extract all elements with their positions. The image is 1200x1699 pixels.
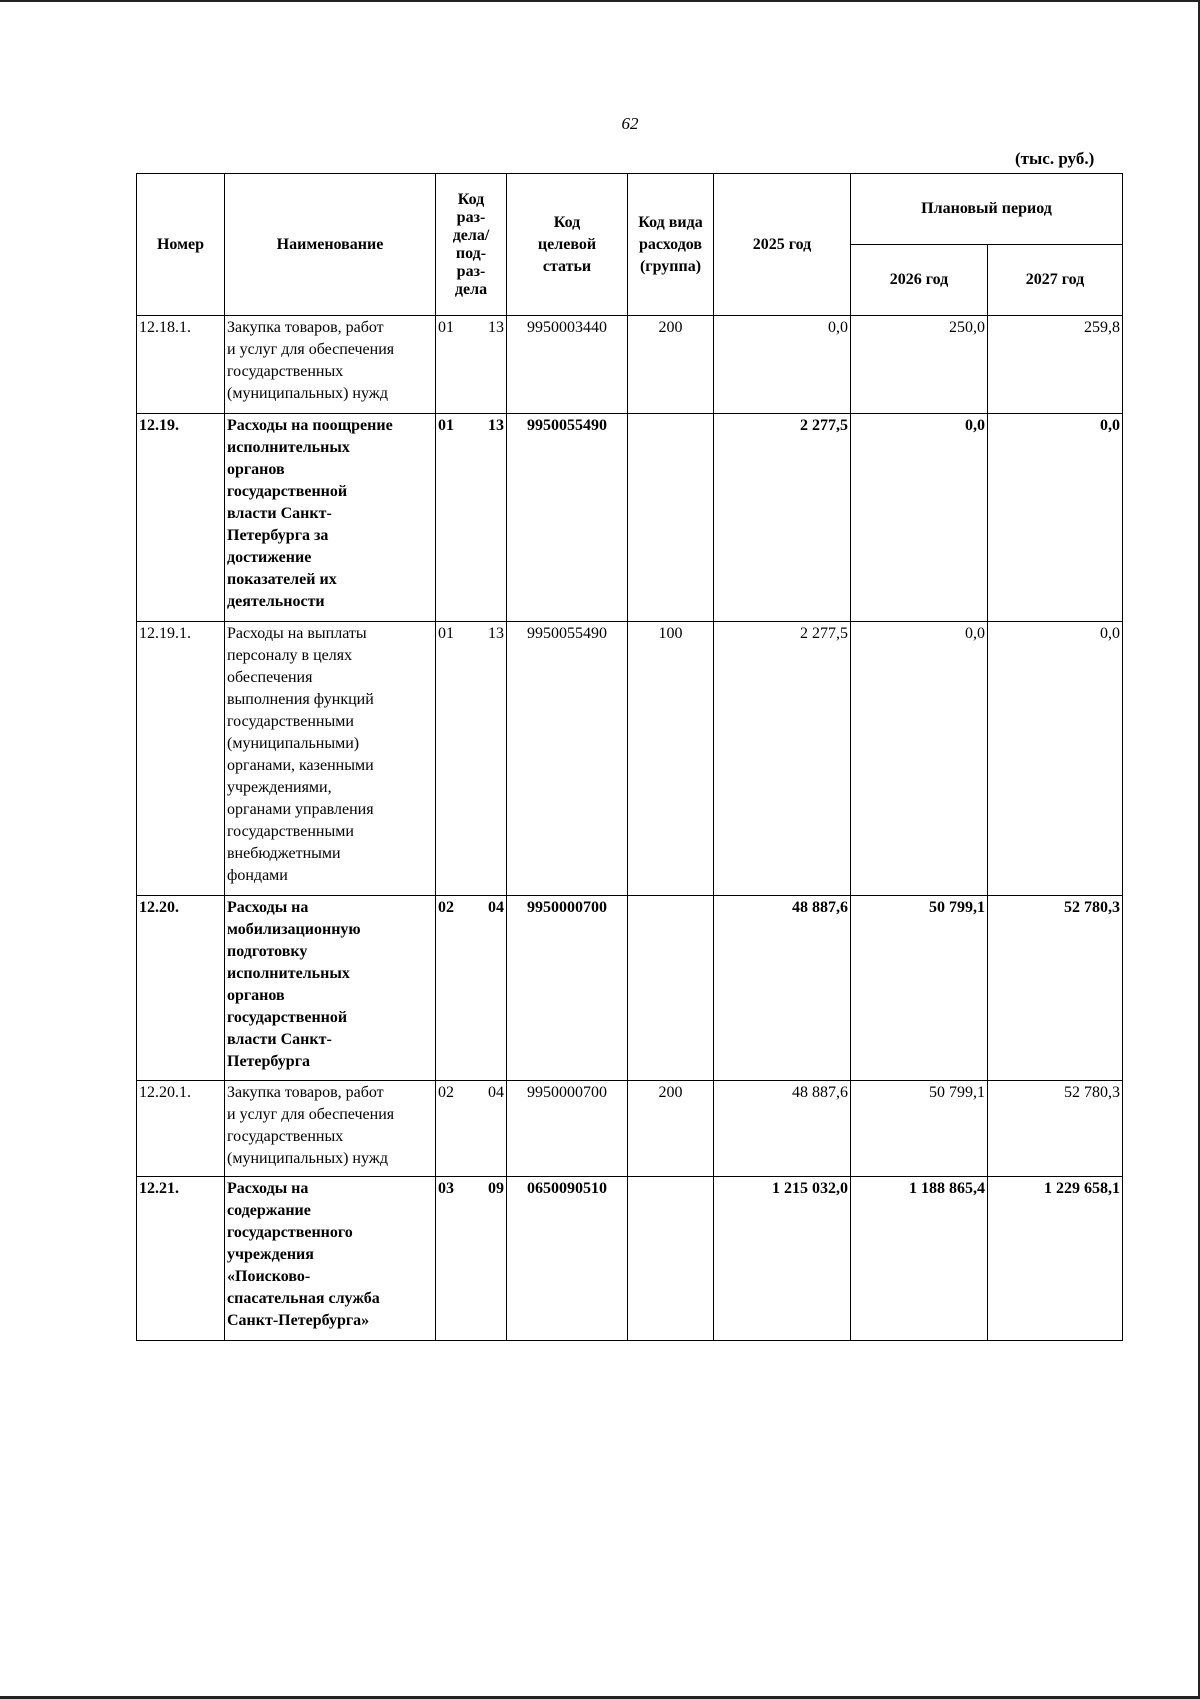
- row-name-line: достижение: [227, 549, 312, 566]
- row-name: [225, 896, 436, 1081]
- row-name: [225, 622, 436, 896]
- row-value-2025: 2 277,5: [714, 622, 851, 896]
- row-name: [225, 1177, 436, 1341]
- row-section: 01: [438, 319, 454, 336]
- row-number: 12.19.1.: [137, 622, 225, 896]
- row-expense-type: 100: [628, 622, 714, 896]
- row-name-line: внебюджетными: [227, 845, 341, 862]
- table-row: [137, 622, 1123, 896]
- row-name-line: государственной: [227, 1009, 348, 1026]
- row-target-code: 9950003440: [507, 316, 628, 414]
- row-target-code: 9950055490: [507, 414, 628, 622]
- row-subsection: 09: [488, 1180, 504, 1197]
- table-row: [137, 1177, 1123, 1341]
- row-value-2026: 0,0: [851, 414, 988, 622]
- header-plan-period: Плановый период: [851, 174, 1123, 245]
- row-expense-type: [628, 414, 714, 622]
- header-year-2027: 2027 год: [988, 245, 1123, 316]
- row-section: 02: [438, 1084, 454, 1101]
- row-name-line: органами управления: [227, 801, 374, 818]
- row-name-line: и услуг для обеспечения: [227, 1106, 395, 1123]
- row-value-2025: 2 277,5: [714, 414, 851, 622]
- table-row: [137, 896, 1123, 1081]
- row-number: 12.20.1.: [137, 1081, 225, 1177]
- row-value-2027: 52 780,3: [988, 1081, 1123, 1177]
- header-section-code-line: под-: [455, 244, 487, 262]
- row-section: 01: [438, 417, 454, 434]
- row-section-code: [436, 316, 507, 414]
- row-section: 01: [438, 625, 454, 642]
- header-row: [137, 174, 1123, 245]
- header-year-2026: 2026 год: [851, 245, 988, 316]
- row-subsection: 04: [488, 899, 504, 916]
- row-value-2026: 0,0: [851, 622, 988, 896]
- row-name-line: фондами: [227, 867, 288, 884]
- row-name-line: учреждения: [227, 1246, 314, 1263]
- row-name-line: Петербурга: [227, 1053, 310, 1070]
- row-number: 12.21.: [137, 1177, 225, 1341]
- row-name-line: содержание: [227, 1202, 311, 1219]
- row-name-line: органов: [227, 987, 285, 1004]
- row-name-line: исполнительных: [227, 439, 350, 456]
- row-name: [225, 316, 436, 414]
- row-section-code: [436, 1177, 507, 1341]
- header-expense-type-line: расходов: [638, 235, 703, 253]
- row-name-line: и услуг для обеспечения: [227, 341, 395, 358]
- header-expense-type-line: (группа): [639, 257, 702, 275]
- row-value-2026: 250,0: [851, 316, 988, 414]
- row-name: [225, 1081, 436, 1177]
- row-name-line: Расходы на: [227, 899, 309, 916]
- header-section-code-line: раз-: [456, 208, 486, 226]
- row-name-line: деятельности: [227, 593, 325, 610]
- row-name-line: Санкт-Петербурга»: [227, 1312, 370, 1329]
- header-expense-type-line: Код вида: [638, 213, 703, 231]
- row-name-line: Расходы на: [227, 1180, 309, 1197]
- row-name-line: персоналу в целях: [227, 647, 353, 664]
- row-name-line: показателей их: [227, 571, 337, 588]
- row-value-2027: 259,8: [988, 316, 1123, 414]
- header-section-code-line: раз-: [456, 262, 486, 280]
- row-number: 12.19.: [137, 414, 225, 622]
- header-section-code-line: Код: [457, 190, 485, 208]
- row-target-code: 0650090510: [507, 1177, 628, 1341]
- row-value-2027: 0,0: [988, 622, 1123, 896]
- row-name-line: обеспечения: [227, 669, 313, 686]
- row-name-line: Петербурга за: [227, 527, 329, 544]
- table-row: [137, 316, 1123, 414]
- row-section: 02: [438, 899, 454, 916]
- row-name-line: государственной: [227, 483, 348, 500]
- row-value-2027: 1 229 658,1: [988, 1177, 1123, 1341]
- row-expense-type: [628, 896, 714, 1081]
- row-name-line: государственного: [227, 1224, 353, 1241]
- row-name-line: государственными: [227, 713, 354, 730]
- row-expense-type: 200: [628, 1081, 714, 1177]
- table-row: [137, 414, 1123, 622]
- row-name-line: исполнительных: [227, 965, 350, 982]
- row-name-line: учреждениями,: [227, 779, 332, 796]
- row-target-code: 9950000700: [507, 896, 628, 1081]
- row-value-2025: 48 887,6: [714, 1081, 851, 1177]
- row-name-line: «Поисково-: [227, 1268, 311, 1285]
- row-name-line: государственных: [227, 1128, 344, 1145]
- units-label: (тыс. руб.): [1015, 149, 1095, 168]
- row-value-2026: 50 799,1: [851, 896, 988, 1081]
- header-expense-type: [628, 174, 714, 316]
- row-section-code: [436, 414, 507, 622]
- row-section-code: [436, 1081, 507, 1177]
- row-value-2026: 50 799,1: [851, 1081, 988, 1177]
- row-section-code: [436, 622, 507, 896]
- row-name-line: выполнения функций: [227, 691, 374, 708]
- row-value-2027: 0,0: [988, 414, 1123, 622]
- row-subsection: 04: [488, 1084, 504, 1101]
- page-number: 62: [621, 114, 639, 133]
- table-row: [137, 1081, 1123, 1177]
- row-name-line: Расходы на поощрение: [227, 417, 393, 434]
- row-value-2027: 52 780,3: [988, 896, 1123, 1081]
- row-number: 12.18.1.: [137, 316, 225, 414]
- row-name-line: (муниципальными): [227, 735, 360, 752]
- row-name-line: Расходы на выплаты: [227, 625, 367, 642]
- budget-table: [136, 173, 1123, 1341]
- row-name-line: власти Санкт-: [227, 1031, 332, 1048]
- row-value-2026: 1 188 865,4: [851, 1177, 988, 1341]
- header-section-code-line: дела/: [452, 226, 490, 244]
- row-name-line: Закупка товаров, работ: [227, 1084, 384, 1101]
- row-subsection: 13: [488, 417, 504, 434]
- scan-border-top: [0, 0, 1200, 2]
- row-value-2025: 48 887,6: [714, 896, 851, 1081]
- row-name-line: Закупка товаров, работ: [227, 319, 384, 336]
- row-name-line: подготовку: [227, 943, 308, 960]
- row-name: [225, 414, 436, 622]
- row-section-code: [436, 896, 507, 1081]
- header-number: Номер: [137, 174, 225, 316]
- row-name-line: государственными: [227, 823, 354, 840]
- header-target-code-line: статьи: [542, 257, 592, 275]
- row-name-line: власти Санкт-: [227, 505, 332, 522]
- row-subsection: 13: [488, 319, 504, 336]
- row-name-line: государственных: [227, 363, 344, 380]
- header-year-2025: 2025 год: [714, 174, 851, 316]
- row-name-line: спасательная служба: [227, 1290, 380, 1307]
- header-section-code: [436, 174, 507, 316]
- header-name: Наименование: [225, 174, 436, 316]
- header-target-code-line: целевой: [537, 235, 597, 253]
- row-section: 03: [438, 1180, 454, 1197]
- row-target-code: 9950000700: [507, 1081, 628, 1177]
- header-target-code: [507, 174, 628, 316]
- row-name-line: (муниципальных) нужд: [227, 1150, 388, 1167]
- row-target-code: 9950055490: [507, 622, 628, 896]
- header-target-code-line: Код: [553, 213, 581, 231]
- row-value-2025: 0,0: [714, 316, 851, 414]
- row-name-line: (муниципальных) нужд: [227, 385, 388, 402]
- header-section-code-line: дела: [454, 280, 488, 298]
- row-expense-type: [628, 1177, 714, 1341]
- row-subsection: 13: [488, 625, 504, 642]
- row-name-line: мобилизационную: [227, 921, 361, 938]
- row-name-line: органами, казенными: [227, 757, 374, 774]
- row-expense-type: 200: [628, 316, 714, 414]
- row-value-2025: 1 215 032,0: [714, 1177, 851, 1341]
- row-number: 12.20.: [137, 896, 225, 1081]
- row-name-line: органов: [227, 461, 285, 478]
